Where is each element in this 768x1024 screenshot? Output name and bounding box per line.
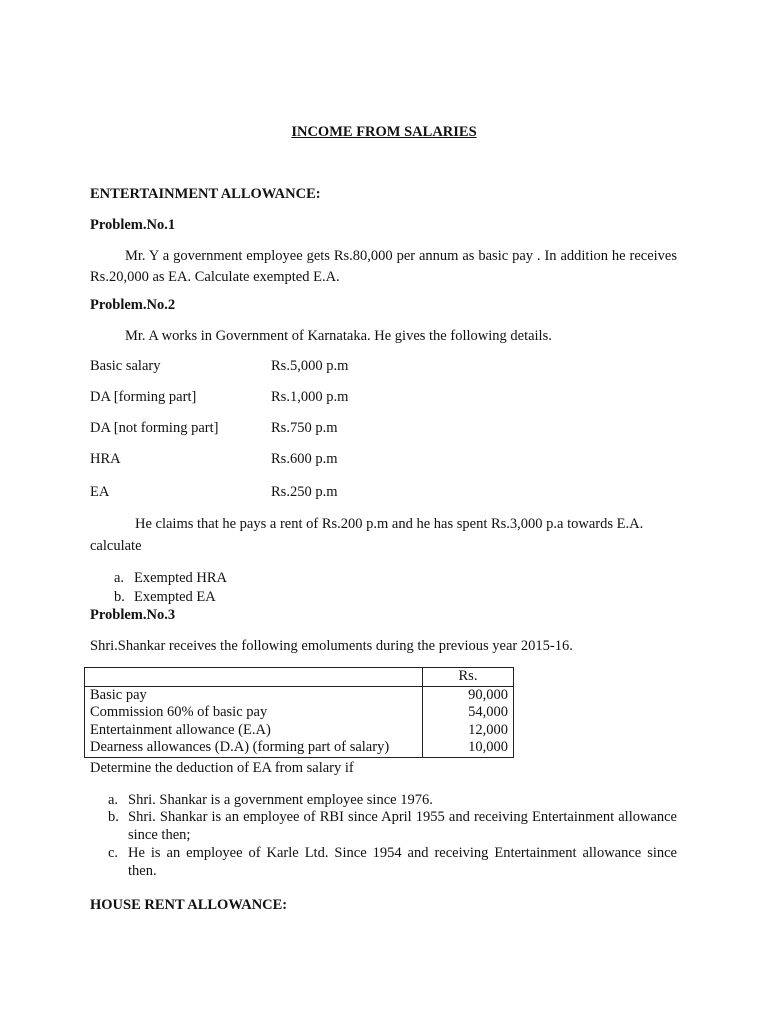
table-cell-label: Entertainment allowance (E.A): [85, 722, 423, 740]
problem-2-intro: Mr. A works in Government of Karnataka. He gives the following details.: [125, 328, 552, 344]
list-marker: c.: [108, 845, 119, 861]
list-marker: a.: [114, 570, 125, 586]
list-marker: a.: [108, 792, 119, 808]
table-cell-amount: 90,000: [423, 686, 514, 704]
house-rent-allowance-heading: HOUSE RENT ALLOWANCE:: [90, 897, 288, 913]
list-text: Shri. Shankar is an employee of RBI since April 1955 and receiving Entertainment allowance since then;: [128, 809, 677, 843]
detail-value: Rs.600 p.m: [271, 451, 338, 467]
table-row: [85, 722, 514, 740]
problem-3-intro: Shri.Shankar receives the following emoluments during the previous year 2015-16.: [90, 638, 573, 654]
table-cell-label: Basic pay: [85, 686, 423, 704]
list-text: He is an employee of Karle Ltd. Since 1954 and receiving Entertainment allowance since then.: [128, 845, 677, 879]
emoluments-table: [84, 667, 514, 758]
detail-value: Rs.250 p.m: [271, 484, 338, 500]
table-header-row: [85, 668, 514, 687]
detail-label: Basic salary: [90, 358, 161, 374]
detail-value: Rs.1,000 p.m: [271, 389, 349, 405]
problem-1-text: Mr. Y a government employee gets Rs.80,000 per annum as basic pay . In addition he receives Rs.20,000 as EA. Calculate exempted E.A.: [90, 248, 677, 285]
table-cell-amount: 54,000: [423, 704, 514, 722]
table-cell-amount: 10,000: [423, 739, 514, 757]
detail-label: HRA: [90, 451, 121, 467]
detail-label: DA [not forming part]: [90, 420, 219, 436]
detail-value: Rs.750 p.m: [271, 420, 338, 436]
problem-2-heading: Problem.No.2: [90, 297, 176, 313]
detail-label: DA [forming part]: [90, 389, 197, 405]
detail-value: Rs.5,000 p.m: [271, 358, 349, 374]
problem-1-heading: Problem.No.1: [90, 217, 176, 233]
amount-header: Rs.: [423, 668, 514, 687]
list-marker: b.: [108, 809, 119, 825]
table-cell-amount: 12,000: [423, 722, 514, 740]
list-text: Exempted EA: [134, 589, 216, 605]
list-text: Shri. Shankar is a government employee since 1976.: [128, 792, 433, 808]
table-row: [85, 739, 514, 757]
table-cell-label: Commission 60% of basic pay: [85, 704, 423, 722]
list-item: [114, 589, 414, 606]
page-title: INCOME FROM SALARIES: [291, 124, 477, 140]
problem-3-determine: Determine the deduction of EA from salary if: [90, 760, 354, 776]
entertainment-allowance-heading: ENTERTAINMENT ALLOWANCE:: [90, 186, 321, 202]
table-row: [85, 686, 514, 704]
problem-2-claim-continued: calculate: [90, 538, 142, 554]
table-cell-label: Dearness allowances (D.A) (forming part of salary): [85, 739, 423, 757]
list-marker: b.: [114, 589, 125, 605]
detail-label: EA: [90, 484, 110, 500]
list-item: [108, 844, 677, 880]
list-text: Exempted HRA: [134, 570, 228, 586]
list-item: [114, 570, 414, 587]
problem-3-heading: Problem.No.3: [90, 607, 176, 623]
table-row: [85, 704, 514, 722]
list-item: [108, 808, 677, 844]
problem-2-claim: He claims that he pays a rent of Rs.200 p.m and he has spent Rs.3,000 p.a towards E.A.: [135, 516, 644, 532]
